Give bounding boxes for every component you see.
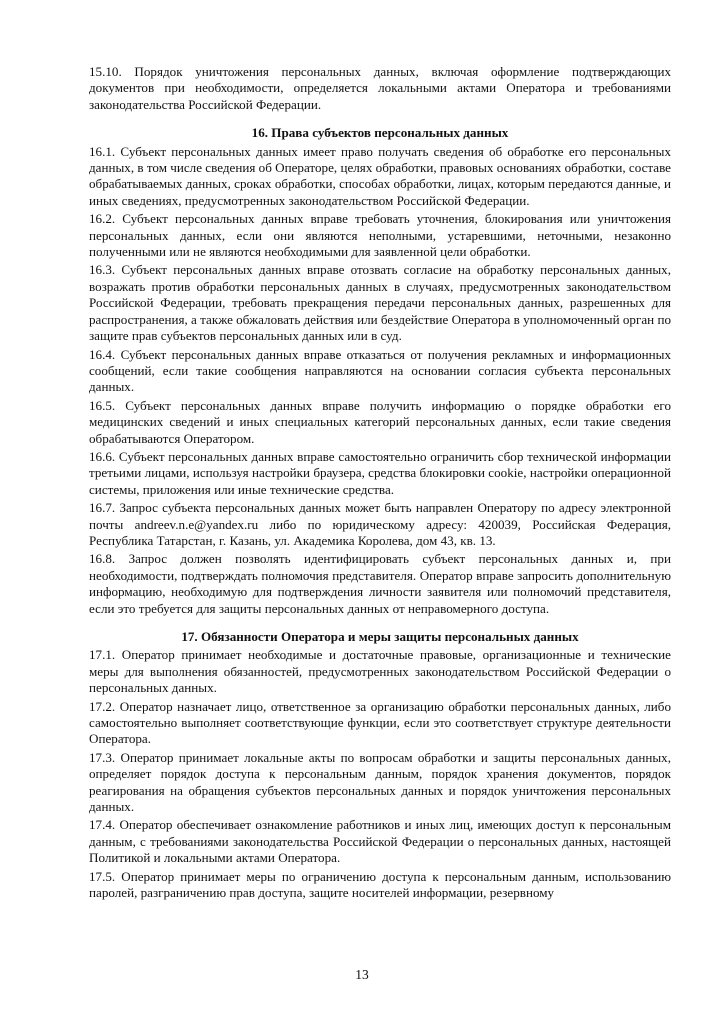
paragraph-16-3: 16.3. Субъект персональных данных вправе отозвать согласие на обработку персональных данных, возражать против обработки персональных данных в случаях, предусмотренных законодательством Российской Федерации, требовать прекращения передачи персональных данных, разрешенных для распространения, а также обжаловать действия или бездействие Оператора в уполномоченный орган по защите прав субъектов персональных данных или в суд. — [89, 262, 671, 344]
page-number: 13 — [355, 967, 369, 982]
spacer — [89, 115, 671, 123]
paragraph-16-6: 16.6. Субъект персональных данных вправе самостоятельно ограничить сбор технической информации третьими лицами, используя настройки браузера, средства блокировки cookie, настройки операционной системы, приложения или иные технические средства. — [89, 448, 671, 497]
paragraph-16-2: 16.2. Субъект персональных данных вправе требовать уточнения, блокирования или уничтожения персональных данных, если они являются неполными, устаревшими, неточными, незаконно полученными или не являются необходимыми для заявленной цели обработки. — [89, 211, 671, 260]
paragraph-16-1: 16.1. Субъект персональных данных имеет право получать сведения об обработке его персональных данных, в том числе сведения об Операторе, целях обработки, правовых основаниях обработки, составе обрабатываемых данных, сроках обработки, способах обработки, лицах, которым передаются данные, и иных сведениях, предусмотренных законодательством Российской Федерации. — [89, 143, 671, 208]
section-heading-17: 17. Обязанности Оператора и меры защиты персональных данных — [181, 629, 579, 644]
paragraph-16-4: 16.4. Субъект персональных данных вправе отказаться от получения рекламных и информационных сообщений, если такие сообщения направляются на основании согласия субъекта персональных данных. — [89, 346, 671, 395]
paragraph-17-5: 17.5. Оператор принимает меры по ограничению доступа к персональным данным, использованию паролей, разграничению прав доступа, защите носителей информации, резервному — [89, 868, 671, 901]
paragraph-16-5: 16.5. Субъект персональных данных вправе получить информацию о порядке обработки его медицинских сведений и иных специальных категорий персональных данных, если такие сведения обрабатываются Оператором. — [89, 397, 671, 446]
paragraph-15-10: 15.10. Порядок уничтожения персональных данных, включая оформление подтверждающих документов при необходимости, определяется локальными актами Оператора и требованиями законодательства Российской Федерации. — [89, 64, 671, 112]
paragraph-17-4: 17.4. Оператор обеспечивает ознакомление работников и иных лиц, имеющих доступ к персональным данным, с требованиями законодательства Российской Федерации о персональных данных, настоящей Политикой и локальными актами Оператора. — [89, 817, 671, 866]
section-heading-16: 16. Права субъектов персональных данных — [251, 125, 509, 141]
document-page — [89, 64, 671, 904]
spacer — [89, 619, 671, 627]
paragraph-16-7: 16.7. Запрос субъекта персональных данных может быть направлен Оператору по адресу электронной почты andreev.n.e@yandex.ru либо по юридическому адресу: 420039, Российская Федерация, Республика Татарстан, г. Казань, ул. Академика Королева, дом 43, кв. 13. — [89, 500, 671, 548]
paragraph-17-2: 17.2. Оператор назначает лицо, ответственное за организацию обработки персональных данных, либо самостоятельно выполняет соответствующие функции, если это соответствует структуре деятельности Оператора. — [89, 698, 671, 747]
paragraph-16-8: 16.8. Запрос должен позволять идентифицировать субъект персональных данных и, при необходимости, подтверждать полномочия представителя. Оператор вправе запросить дополнительную информацию, необходимую для подтверждения личности заявителя или полномочий представителя, если это требуется для защиты персональных данных от неправомерного доступа. — [89, 551, 671, 616]
paragraph-17-3: 17.3. Оператор принимает локальные акты по вопросам обработки и защиты персональных данных, определяет порядок доступа к персональным данным, порядок хранения документов, порядок реагирования на обращения субъектов персональных данных и порядок уничтожения персональных данных. — [89, 749, 671, 815]
paragraph-17-1: 17.1. Оператор принимает необходимые и достаточные правовые, организационные и технические меры для выполнения обязанностей, предусмотренных законодательством Российской Федерации о персональных данных. — [89, 647, 671, 696]
